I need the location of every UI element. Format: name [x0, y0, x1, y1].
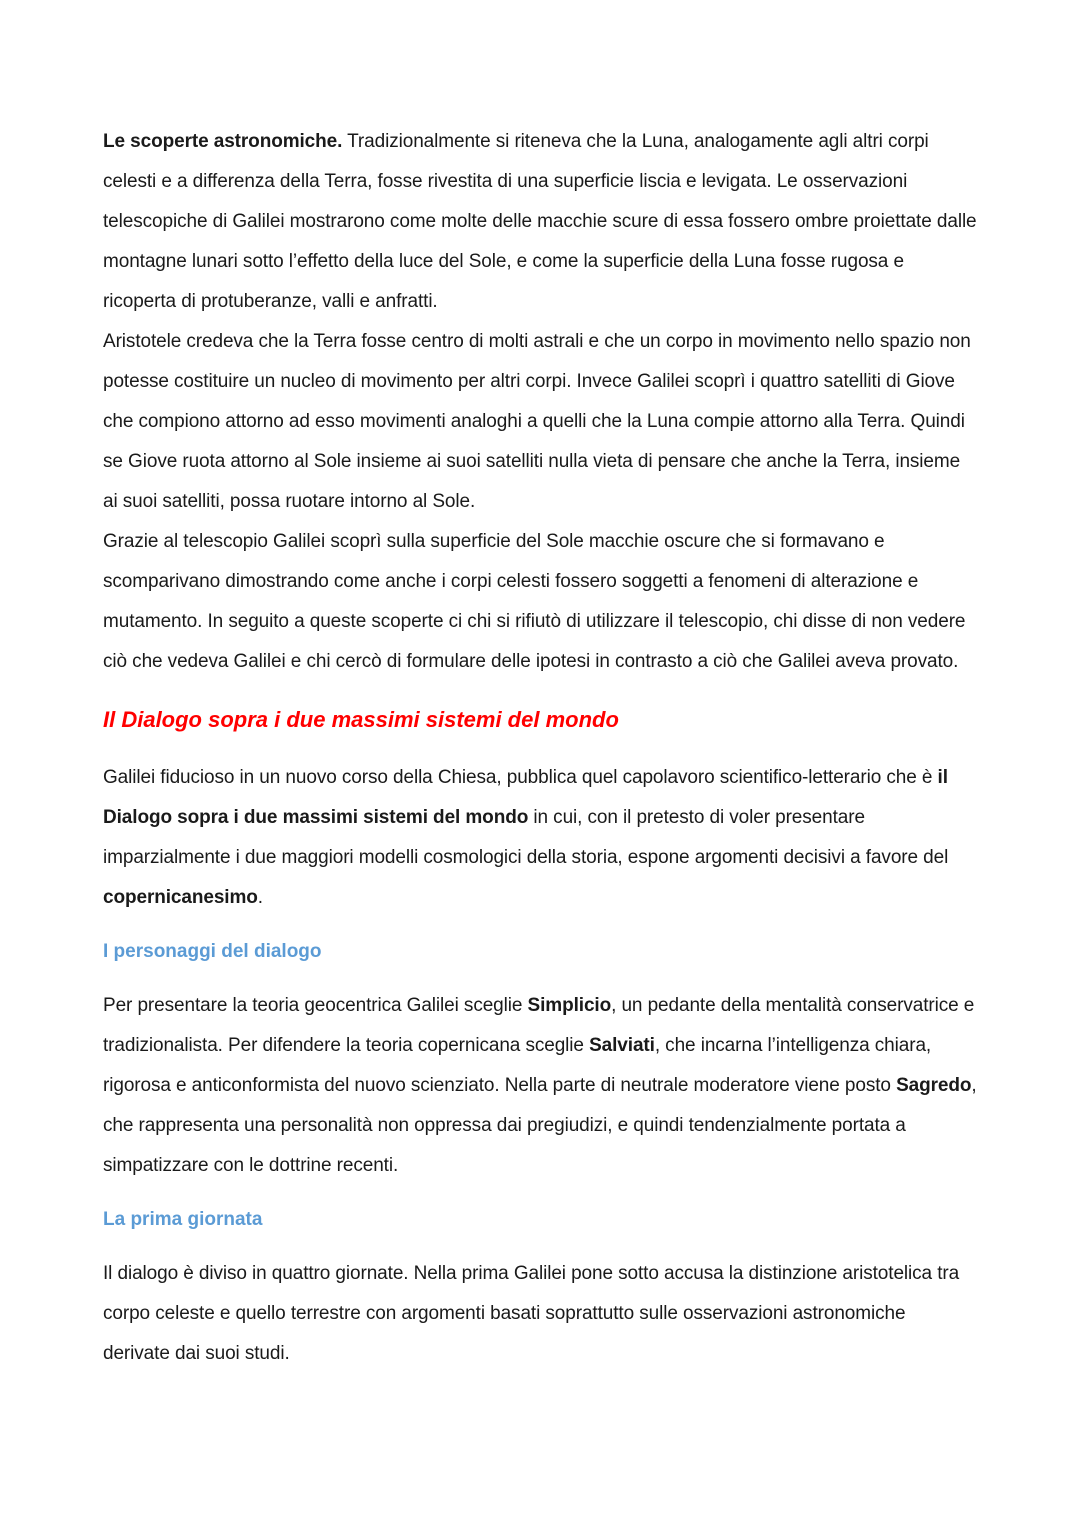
bold-term: Simplicio — [527, 995, 612, 1016]
paragraph-text: . — [257, 887, 263, 908]
paragraph-text: , che rappresenta una personalità non oppressa dai pregiudizi, e quindi tendenzialmente portata a simpatizzare con le dottrine recenti. — [103, 1075, 977, 1176]
paragraph-text: Tradizionalmente si riteneva che la Luna, analogamente agli altri corpi celesti e a differenza della Terra, fosse rivestita di una superficie liscia e levigata. Le osservazioni telescopiche di Galilei mostrarono come molte delle macchie scure di essa fossero ombre proiettate dalle montagne lunari sotto l’effetto della luce del Sole, e come la superficie della Luna fosse rugosa e ricoperta di protuberanze, valli e anfratti. — [103, 131, 977, 312]
paragraph-text: Per presentare la teoria geocentrica Galilei sceglie — [103, 995, 528, 1016]
bold-term: Salviati — [589, 1035, 655, 1056]
paragraph-personaggi — [103, 986, 977, 1186]
bold-term: Sagredo — [896, 1075, 972, 1096]
paragraph-jupiter-satellites: Aristotele credeva che la Terra fosse centro di molti astrali e che un corpo in movimento nello spazio non potesse costituire un nucleo di movimento per altri corpi. Invece Galilei scoprì i quattro satelliti di Giove che compiono attorno ad esso movimenti analoghi a quelli che la Luna compie attorno alla Terra. Quindi se Giove ruota attorno al Sole insieme ai suoi satelliti nulla vieta di pensare che anche la Terra, insieme ai suoi satelliti, possa ruotare intorno al Sole. — [103, 331, 971, 512]
lead-bold-title: Le scoperte astronomiche. — [103, 131, 343, 152]
paragraph-sunspots: Grazie al telescopio Galilei scoprì sulla superficie del Sole macchie oscure che si formavano e scomparivano dimostrando come anche i corpi celesti fossero soggetti a fenomeni di alterazione e mutamento. In seguito a queste scoperte ci chi si rifiutò di utilizzare il telescopio, chi disse di non vedere ciò che vedeva Galilei e chi cercò di formulare delle ipotesi in contrasto a ciò che Galilei aveva provato. — [103, 531, 966, 672]
document-page — [103, 122, 977, 1374]
subheading-prima-giornata: La prima giornata — [103, 1209, 263, 1230]
paragraph-text: , un pedante della mentalità conservatrice e tradizionalista. Per difendere la teoria copernicana sceglie — [103, 995, 975, 1056]
paragraph-text: Galilei fiducioso in un nuovo corso della Chiesa, pubblica quel capolavoro scientifico-letterario che è — [103, 767, 938, 788]
paragraph-prima-giornata: Il dialogo è diviso in quattro giornate. Nella prima Galilei pone sotto accusa la distinzione aristotelica tra corpo celeste e quello terrestre con argomenti basati soprattutto sulle osservazioni astronomiche derivate dai suoi studi. — [103, 1263, 960, 1364]
paragraph-text: in cui, con il pretesto di voler presentare imparzialmente i due maggiori modelli cosmologici della storia, espone argomenti decisivi a favore del — [103, 807, 949, 868]
section-heading-dialogo: Il Dialogo sopra i due massimi sistemi del mondo — [103, 707, 619, 732]
paragraph-dialogo — [103, 758, 977, 918]
bold-term: il Dialogo sopra i due massimi sistemi del mondo — [103, 767, 948, 828]
bold-term: copernicanesimo — [103, 887, 258, 908]
paragraph-lunar-surface — [103, 122, 977, 322]
paragraph-text: , che incarna l’intelligenza chiara, rigorosa e anticonformista del nuovo scienziato. Nella parte di neutrale moderatore viene posto — [103, 1035, 932, 1096]
subheading-personaggi: I personaggi del dialogo — [103, 941, 322, 962]
